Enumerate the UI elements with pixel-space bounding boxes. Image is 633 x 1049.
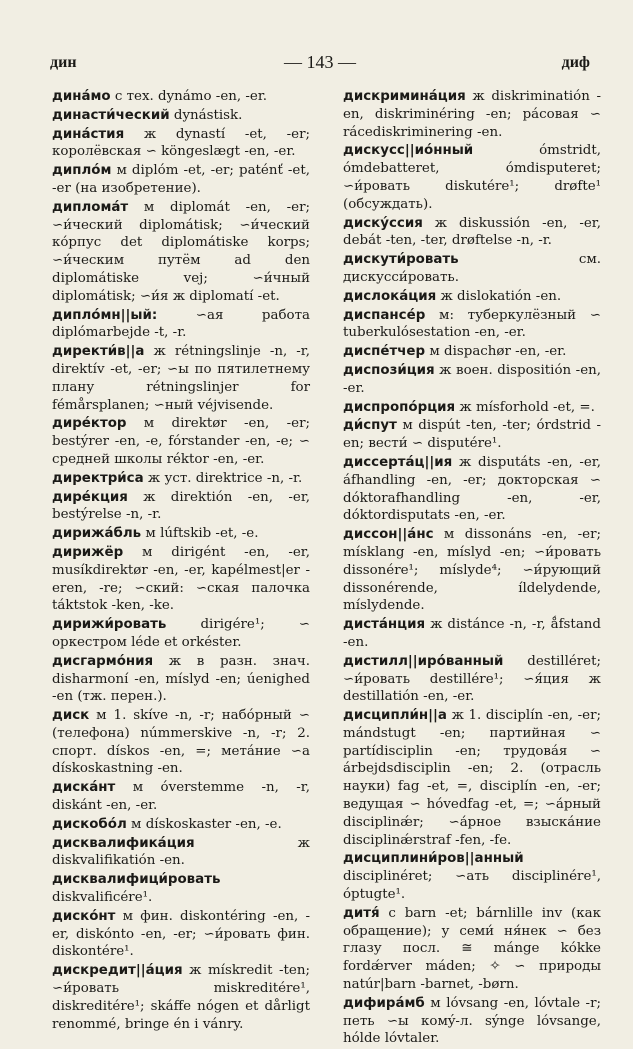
dictionary-entry	[52, 616, 310, 652]
dictionary-entry	[52, 908, 310, 961]
dictionary-entry	[343, 399, 601, 417]
dictionary-entry	[52, 779, 310, 815]
entry-headword: дисгармо́ния	[52, 653, 154, 669]
dictionary-entry	[52, 816, 310, 834]
entry-headword: диссон||áнс	[343, 527, 434, 543]
entry-headword: дирижа́бль	[52, 526, 142, 542]
entry-headword: дирéктор	[52, 416, 127, 432]
entry-definition: ж воен. dispositión -en, -er.	[343, 362, 601, 396]
entry-definition: disciplinéret; ∽ать disciplinére¹, óptugte¹.	[343, 869, 601, 903]
dictionary-entry	[343, 343, 601, 361]
dictionary-entry	[52, 307, 310, 343]
entry-headword: дипло́м	[52, 163, 112, 179]
header-right-guideword: диф	[561, 54, 590, 71]
entry-headword: династи́ческий	[52, 107, 170, 123]
entry-headword: дирижёр	[52, 544, 124, 560]
entry-definition: dirigére¹; ∽ оркестром léde et orkéster.	[52, 617, 310, 650]
dictionary-entry	[52, 107, 310, 125]
dictionary-entry	[52, 871, 310, 907]
entry-headword: дискусс||ио́нный	[343, 143, 474, 159]
entry-definition: м diplomát -en, -er; ∽и́ческий diplomátisk; ∽и́ческий ко́рпус det diplomátiske korps; ∽и́ческим путём ad den diplomátiske vej; ∽и́чный diplomátisk; ∽и́я ж diplomatí -et.	[52, 199, 310, 304]
dictionary-entry	[52, 835, 310, 871]
entry-definition: ж mískredit -ten; ∽и́ровать miskreditére¹, diskreditére¹; skáffe nógen et dårligt renommé, bringe én i vánry.	[52, 963, 310, 1032]
entry-headword: ди́спут	[343, 418, 397, 434]
entry-headword: дискредит||áция	[52, 963, 183, 979]
dictionary-entry	[343, 526, 601, 615]
dictionary-entry	[343, 616, 601, 652]
entry-headword: дисципли́н||а	[343, 708, 447, 724]
entry-definition: ж disputáts -en, -er, áfhandling -en, -er; докторская ∽ dóktorafhandling -en, -er, dóktordisputats -en, -er.	[343, 454, 601, 524]
entry-headword: дисквалифика́ция	[52, 835, 195, 851]
dictionary-entry	[343, 653, 601, 706]
entry-headword: диплома́т	[52, 199, 129, 215]
entry-definition: м lóvsang -en, lóvtale -r; петь ∽ы комý-л. sýnge lóvsange, hólde lóvtaler.	[343, 995, 601, 1047]
entry-definition: м dískoskaster -en, -e.	[126, 816, 282, 832]
dictionary-entry	[343, 850, 601, 903]
entry-headword: диплóмн||ый:	[52, 307, 158, 323]
entry-definition: с barn -et; bárnlille inv (как обращение); у семи́ ня́нек ∽ без глазу посл. ≅ mánge kókke fordǽrver máden; ✧ ∽ природы natúr|barn -barnet, -børn.	[343, 905, 601, 993]
entry-definition: dynástisk.	[169, 107, 243, 123]
dictionary-entry	[343, 905, 601, 994]
page-header	[50, 50, 590, 76]
entry-headword: дистáнция	[343, 617, 426, 633]
entry-headword: дисциплини́ров||анный	[343, 851, 524, 867]
entry-definition: м dispachør -en, -er.	[425, 344, 567, 360]
dictionary-entry	[343, 307, 601, 343]
dictionary-entry	[343, 362, 601, 398]
header-left-guideword: дин	[50, 54, 77, 71]
entry-headword: дисквалифици́ровать	[52, 872, 221, 888]
entry-definition: м фин. diskontéring -en, -er, diskónto -en, -er; ∽и́ровать фин. diskontére¹.	[52, 908, 310, 960]
dictionary-entry	[52, 88, 310, 106]
dictionary-entry	[52, 415, 310, 468]
dictionary-entry	[343, 995, 601, 1048]
entry-headword: дирижи́ровать	[52, 617, 167, 633]
entry-headword: диску́ссия	[343, 215, 423, 231]
entry-definition: ж dynastí -et, -er; королёвская ∽ köngeslægt -en, -er.	[52, 126, 310, 160]
entry-definition: destilléret; ∽и́ровать destillére¹; ∽я́ция ж destillatión -en, -er.	[343, 653, 601, 705]
dictionary-entry	[52, 343, 310, 414]
dictionary-entry	[343, 454, 601, 525]
dictionary-entry	[52, 544, 310, 615]
entry-headword: диспéтчер	[343, 344, 426, 360]
dictionary-entry	[52, 653, 310, 706]
entry-definition: ж в разн. знач. disharmoní -en, míslyd -en; úenighed -en (тж. перен.).	[52, 653, 310, 705]
entry-headword: директри́са	[52, 470, 144, 486]
entry-headword: дискримина́ция	[343, 89, 466, 104]
entry-headword: дискути́ровать	[343, 252, 459, 268]
entry-definition: ж direktión -en, -er, bestýrelse -n, -r.	[52, 489, 310, 523]
entry-definition: см. дискусси́ровать.	[343, 252, 601, 285]
dictionary-entry	[52, 962, 310, 1033]
entry-definition: с тех. dynámo -en, -er.	[110, 89, 268, 104]
entry-headword: диск	[52, 708, 90, 724]
entry-definition: ж distánce -n, -r, ǻfstand -en.	[343, 617, 601, 650]
entry-definition: diskvalificére¹.	[52, 890, 153, 906]
entry-definition: ж diskriminatión -en, diskriminéring -en; рáсовая ∽ rácediskriminering -en.	[343, 89, 601, 140]
entry-definition: ж mísforhold -et, =.	[455, 399, 595, 415]
dictionary-entry	[52, 199, 310, 306]
dictionary-entry	[343, 417, 601, 453]
entry-definition: ж dislokatión -en.	[436, 288, 562, 304]
entry-headword: директи́в||а	[52, 344, 145, 360]
entry-definition: ∽ая работа diplómarbejde -t, -r.	[52, 307, 310, 341]
entry-headword: дина́стия	[52, 126, 125, 142]
dictionary-entry	[52, 489, 310, 525]
entry-definition: ómstridt, ómdebatteret, ómdisputeret; ∽и́ровать diskutére¹; drøfte¹ (обсуждать).	[343, 143, 601, 212]
entry-headword: диспропо́рция	[343, 399, 456, 415]
entry-headword: диссертáц||ия	[343, 454, 453, 470]
entry-definition: м lúftskib -et, -e.	[141, 526, 259, 542]
dictionary-entry	[343, 707, 601, 849]
entry-definition: ж уст. direktrice -n, -r.	[143, 470, 303, 486]
dictionary-entry	[52, 525, 310, 543]
entry-definition: м dirigént -en, -er, musíkdirektør -en, -er, kapélmest|er -eren, -re; ∽ский: ∽ская палочка táktstok -ken, -ke.	[52, 544, 310, 614]
entry-headword: дискобо́л	[52, 816, 127, 832]
entry-headword: дистилл||иро́ванный	[343, 653, 504, 669]
entry-headword: дислока́ция	[343, 288, 437, 304]
entry-definition: м dissonáns -en, -er; mísklang -en, míslyd -en; ∽и́ровать dissonére¹; míslyde⁴; ∽и́рующий dissonérende, íldelydende, míslydende.	[343, 527, 601, 614]
entry-headword: диспансéр	[343, 307, 426, 323]
dictionary-entry	[343, 215, 601, 251]
dictionary-entry	[52, 707, 310, 778]
dictionary-entry	[343, 88, 601, 141]
left-column	[52, 88, 310, 1034]
entry-definition: м dispút -ten, -ter; órdstrid -en; вести́ ∽ disputére¹.	[343, 418, 601, 452]
entry-headword: дифира́мб	[343, 995, 425, 1011]
entry-headword: диспози́ция	[343, 362, 435, 378]
dictionary-entry	[343, 288, 601, 306]
right-column	[343, 88, 601, 1049]
dictionary-entry	[52, 470, 310, 488]
entry-headword: дискáнт	[52, 780, 116, 796]
entry-definition: м direktør -en, -er; bestýrer -en, -e, fórstander -en, -e; ∽ средней школы réktor -en, -er.	[52, 416, 310, 467]
entry-definition: м: туберкулёзный ∽ tuberkulósestation -en, -er.	[343, 307, 601, 341]
entry-definition: ж 1. disciplín -en, -er; mándstugt -en; партийная ∽ partídisciplin -en; трудовáя ∽ árbejdsdisciplin -en; 2. (отрасль науки) fag -et, =, disciplín -en, -er; ведущая ∽ hóvedfag -et, =; ∽а́рный disciplinǽr; ∽а́рное взыскáние disciplinǽrstraf -fen, -fe.	[343, 708, 601, 848]
page-number: — 143 —	[284, 52, 356, 72]
entry-definition: м óverstemme -n, -r, diskánt -en, -er.	[52, 780, 310, 814]
entry-definition: ж rétningslinje -n, -r, direktív -et, -er; ∽ы по пятилетнему плану rétningslinjer for fémårsplanen; ∽ный véjvisende.	[52, 344, 310, 413]
entry-definition: м diplóm -et, -er; paténť -et, -er (на изобретение).	[52, 163, 310, 196]
dictionary-entry	[52, 162, 310, 198]
entry-headword: дирéкция	[52, 489, 128, 505]
dictionary-entry	[343, 251, 601, 287]
entry-definition: м 1. skíve -n, -r; набóрный ∽ (телефона) númmerskive -n, -r; 2. спорт. dískos -en, =; метáние ∽а dískoskastning -en.	[52, 708, 310, 777]
entry-headword: диско́нт	[52, 908, 116, 924]
dictionary-entry	[52, 126, 310, 162]
dictionary-entry	[343, 142, 601, 213]
entry-headword: дитя́	[343, 905, 380, 921]
entry-definition: ж diskussión -en, -er, debát -ten, -ter, drøftelse -n, -r.	[343, 215, 601, 249]
entry-definition: ж diskvalifikatión -en.	[52, 835, 310, 869]
entry-headword: дина́мо	[52, 89, 111, 104]
